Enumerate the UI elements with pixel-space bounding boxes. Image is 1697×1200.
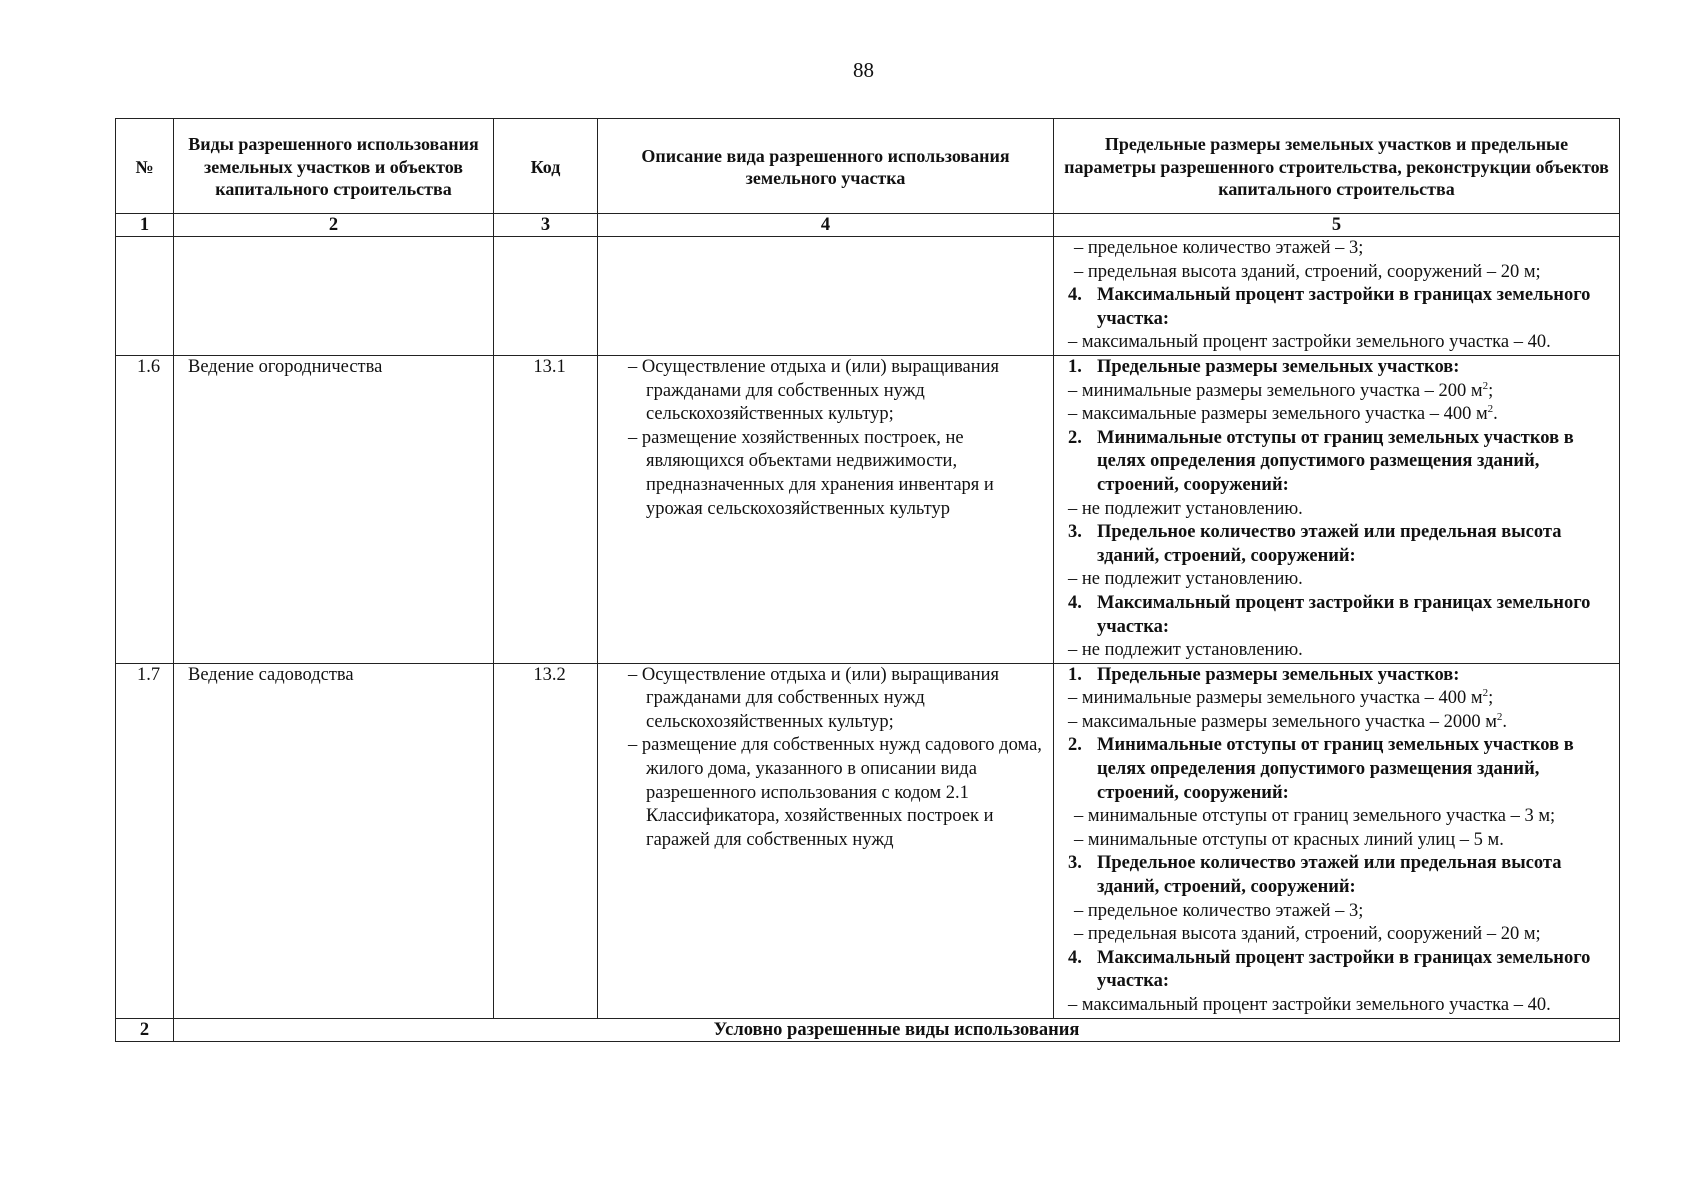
description-item: – размещение хозяйственных построек, не являющихся объектами недвижимости, предназначенных для хранения инвентаря и урожая сельскохозяйственных культур <box>628 427 994 519</box>
section-number: 2 <box>116 1018 174 1041</box>
column-number-row <box>116 214 1620 237</box>
header-description: Описание вида разрешенного использования земельного участка <box>598 119 1054 214</box>
header-parameters: Предельные размеры земельных участков и предельные параметры разрешенного строительства, реконструкции объектов капитального строительства <box>1054 119 1620 214</box>
params-cell <box>1054 663 1620 1018</box>
param-value: – предельная высота зданий, строений, сооружений – 20 м; <box>1074 261 1541 282</box>
param-heading: 4. Максимальный процент застройки в границах земельного участка: <box>1068 947 1591 992</box>
param-value: – максимальный процент застройки земельного участка – 40. <box>1068 995 1551 1015</box>
params-cell <box>1054 237 1620 356</box>
header-code: Код <box>494 119 598 214</box>
param-heading: 3. Предельное количество этажей или предельная высота зданий, строений, сооружений: <box>1068 853 1562 898</box>
param-value: – не подлежит установлению. <box>1068 569 1303 590</box>
param-value: – не подлежит установлению. <box>1068 640 1303 661</box>
param-value: – минимальные отступы от границ земельного участка – 3 м; <box>1074 806 1556 827</box>
row-number: 1.6 <box>116 355 174 663</box>
param-value: – предельное количество этажей – 3; <box>1074 900 1364 921</box>
param-value: – минимальные отступы от красных линий улиц – 5 м. <box>1074 829 1504 850</box>
page-number: 88 <box>853 58 874 82</box>
param-heading: 1. Предельные размеры земельных участков: <box>1068 664 1460 685</box>
row-number: 1.7 <box>116 663 174 1018</box>
table-row <box>116 355 1620 663</box>
description-item: – Осуществление отдыха и (или) выращивания гражданами для собственных нужд сельскохозяйственных культур; <box>628 664 1000 732</box>
use-code: 13.2 <box>494 663 598 1018</box>
header-number: № <box>116 119 174 214</box>
land-use-table <box>115 118 1620 1042</box>
param-value: – предельная высота зданий, строений, сооружений – 20 м; <box>1074 924 1541 945</box>
param-value: – минимальные размеры земельного участка – 200 $м^2$; <box>1068 379 1494 401</box>
param-heading: 1. Предельные размеры земельных участков: <box>1068 356 1460 377</box>
description-cell <box>598 355 1054 663</box>
param-value: – максимальный процент застройки земельного участка – 40. <box>1068 332 1551 353</box>
param-value: – минимальные размеры земельного участка – 400 $м^2$; <box>1068 687 1494 709</box>
column-number: 5 <box>1054 214 1620 237</box>
column-number: 3 <box>494 214 598 237</box>
use-type-name: Ведение садоводства <box>174 663 494 1018</box>
description-item: – размещение для собственных нужд садового дома, жилого дома, указанного в описании вида разрешенного использования с кодом 2.1 Классификатора, хозяйственных построек и гаражей для собственных нужд <box>628 735 1042 850</box>
param-heading: 2. Минимальные отступы от границ земельных участков в целях определения допустимого размещения зданий, строений, сооружений: <box>1068 735 1574 803</box>
section-title: Условно разрешенные виды использования <box>174 1018 1620 1041</box>
param-heading: 2. Минимальные отступы от границ земельных участков в целях определения допустимого размещения зданий, строений, сооружений: <box>1068 427 1574 495</box>
param-value: – максимальные размеры земельного участка – 400 $м^2$. <box>1068 403 1498 425</box>
column-number: 2 <box>174 214 494 237</box>
column-number: 4 <box>598 214 1054 237</box>
use-code: 13.1 <box>494 355 598 663</box>
params-cell <box>1054 355 1620 663</box>
param-heading: 4. Максимальный процент застройки в границах земельного участка: <box>1068 285 1591 329</box>
param-value: – предельное количество этажей – 3; <box>1074 238 1364 258</box>
param-value: – максимальные размеры земельного участка – 2000 $м^2$. <box>1068 710 1508 732</box>
table-row <box>116 663 1620 1018</box>
param-heading: 4. Максимальный процент застройки в границах земельного участка: <box>1068 592 1591 637</box>
section-row <box>116 1018 1620 1041</box>
table-row-continuation <box>116 237 1620 356</box>
header-use-types: Виды разрешенного использования земельных участков и объектов капитального строительства <box>174 119 494 214</box>
use-type-name: Ведение огородничества <box>174 355 494 663</box>
description-cell <box>598 663 1054 1018</box>
table-header-row <box>116 119 1620 214</box>
param-value: – не подлежит установлению. <box>1068 498 1303 519</box>
description-item: – Осуществление отдыха и (или) выращивания гражданами для собственных нужд сельскохозяйственных культур; <box>628 356 1000 425</box>
column-number: 1 <box>116 214 174 237</box>
param-heading: 3. Предельное количество этажей или предельная высота зданий, строений, сооружений: <box>1068 522 1562 566</box>
